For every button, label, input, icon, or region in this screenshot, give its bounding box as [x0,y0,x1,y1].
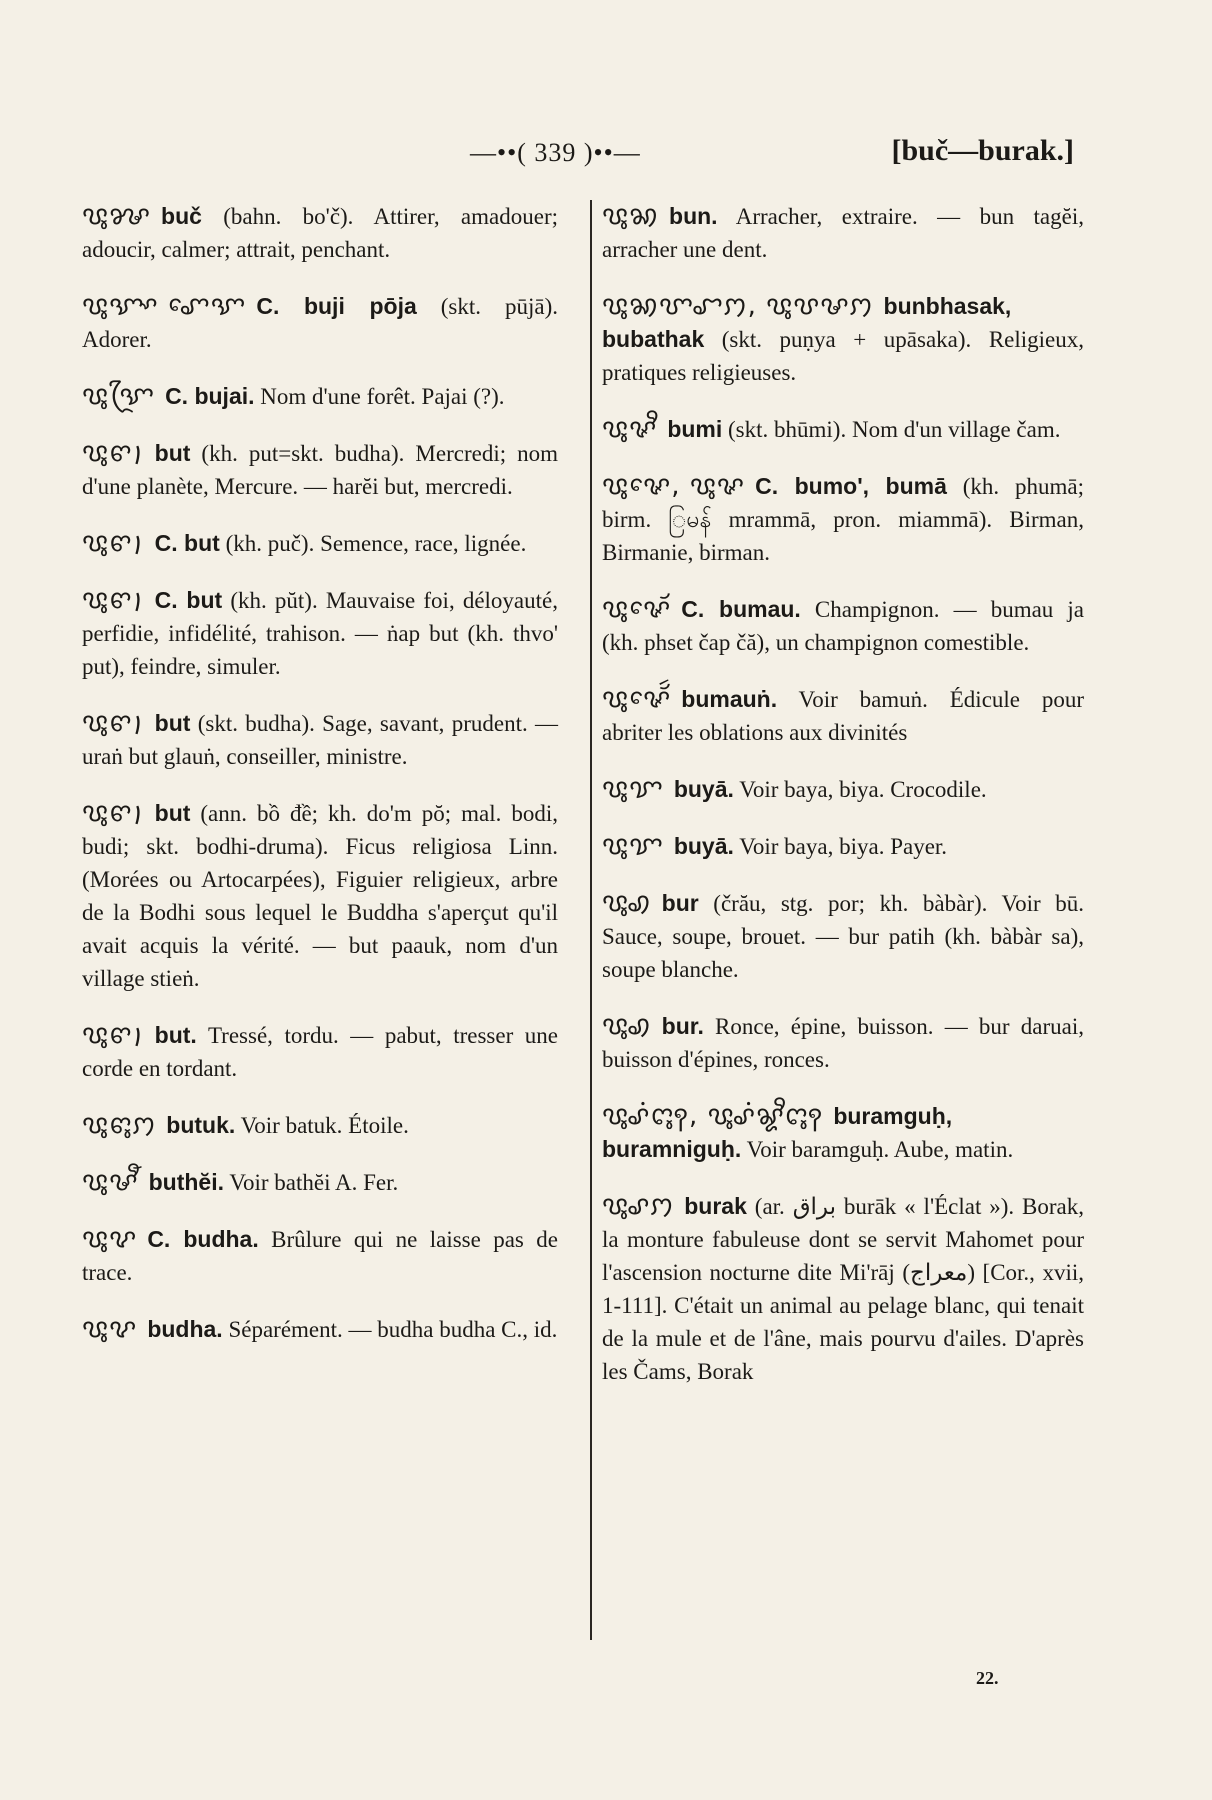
dictionary-entry [82,380,558,413]
signature-mark: 22. [976,1668,999,1688]
dictionary-entry [602,470,1084,569]
cham-script: ꨝꨶꨓ꩝ [82,585,145,615]
definition: (skt. budha). Sage, savant, prudent. — uraṅ but glauṅ, conseiller, ministre. [82,711,558,769]
cham-script: ꨝꨶꨓ꩝ [82,438,145,468]
cham-script: ꨝꨶꨖ [82,1224,138,1254]
dictionary-entry [602,773,1084,806]
dictionary-entry [82,1313,558,1346]
dictionary-entry [602,830,1084,863]
definition: Brûlure qui ne laisse pas de trace. [82,1227,558,1285]
headword: C. bujai. [165,383,255,409]
cham-script: ꨝꨶꨓ꩝ [82,798,145,828]
headword: bur [661,890,699,916]
headword: bumauṅ. [681,686,778,712]
dictionary-entry [82,584,558,683]
definition: (črău, stg. por; kh. bàbàr). Voir bū. Sauce, soupe, brouet. — bur patih (kh. bàbàr sa), soupe blanche. [602,891,1084,982]
headword: buyā. [673,776,734,802]
headword: bumi [667,416,723,442]
dictionary-entry [602,1190,1084,1388]
cham-script: ꨝꨶꩆ [602,201,660,231]
cham-script: ꨝꨶꨟꨯꨮꩃ [602,684,672,714]
definition: (kh. phumā; birm. ြမန် mrammā, pron. miammā). Birman, Birmanie, birman. [602,474,1084,565]
headword: buramguḥ, buramniguḥ. [602,1103,953,1162]
headword: bur. [661,1013,704,1039]
cham-script: ꨝꨶꨎꨴ [82,381,156,411]
cham-script: ꨝꨶꨣꩀ [602,1191,675,1221]
dictionary-entry [602,200,1084,266]
definition: Voir baya, biya. Payer. [733,834,948,859]
dictionary-entry [82,797,558,995]
dictionary-entry [602,413,1084,446]
dictionary-entry [82,707,558,773]
headword: but [154,800,191,826]
headword: C. but [154,530,220,556]
cham-script: ꨝꨶꨓ꩝ [82,528,145,558]
dictionary-entry [82,527,558,560]
headword: buyā. [673,833,734,859]
cham-script: ꨝꨶꨓ꩝ [82,1020,145,1050]
definition: (ann. bồ đề; kh. do'm pŏ; mal. bodi, budi; skt. bodhi-druma). Ficus religiosa Linn. (Morées ou Artocarpées), Figuier religieux, arbre de la Bodhi sous lequel le Buddha s'aperçut qu'il avait acquis la vérité. — but paauk, nom d'un village stieṅ. [82,801,558,991]
cham-script: ꨝꨶꨔꨬ [82,1167,139,1197]
definition: Tressé, tordu. — pabut, tresser une corde en tordant. [82,1023,558,1081]
definition: (skt. bhūmi). Nom d'un village čam. [722,417,1061,442]
headword: C. budha. [147,1226,259,1252]
dictionary-entry [82,200,558,266]
definition: Ronce, épine, buisson. — bur daruai, buisson d'épines, ronces. [602,1014,1084,1072]
cham-script: ꨝꨶꨟꨯꨮ [602,594,672,624]
headword: but [154,440,191,466]
headword: but [154,710,191,736]
cham-script: ꨝꨶꩉ [602,1011,652,1041]
dictionary-entry [82,1019,558,1085]
headword: C. but [154,587,223,613]
dictionary-entry [602,683,1084,749]
left-column [82,200,558,1370]
cham-script: ꨝꨶꩉ [602,888,652,918]
definition: (ar. براق burāk « l'Éclat »). Borak, la monture fabuleuse dont se servit Mahomet pour l'ascension nocturne dite Mi'rāj (معراج) [Cor., xvii, 1-111]. C'était un animal au pelage blanc, qui tenait de la mule et de l'âne, mais pourvu d'ailes. D'après les Čams, Borak [602,1194,1084,1384]
headword: but. [154,1022,197,1048]
definition: Voir bamuṅ. Édicule pour abriter les oblations aux divinités [602,687,1084,745]
headword: C. buji pōja [256,293,417,319]
definition: (kh. put=skt. budha). Mercredi; nom d'une planète, Mercure. — harĕi but, mercredi. [82,441,558,499]
cham-script: ꨝꨶꨓ꩝ [82,708,145,738]
definition: (bahn. bo'č). Attirer, amadouer; adoucir, calmer; attrait, penchant. [82,204,558,262]
dictionary-entry [82,1109,558,1142]
right-column [602,200,1084,1412]
headword: buč [161,203,202,229]
cham-script: ꨝꨶꨣꩌꨈꨶꩍ, ꨝꨶꨣꩌꨘꨪꨈꨶꩍ [602,1101,824,1131]
definition: Voir baya, biya. Crocodile. [733,777,987,802]
dictionary-entry [602,1010,1084,1076]
column-divider [590,200,592,1640]
definition: Voir baramguḥ. Aube, matin. [741,1137,1014,1162]
cham-script: ꨝꨶꨟꨪ [602,414,658,444]
definition: (skt. pūjā). Adorer. [82,294,558,352]
definition: Voir bathĕi A. Fer. [224,1170,399,1195]
headword: C. bumo', bumā [755,473,947,499]
definition: Séparément. — budha budha C., id. [222,1317,558,1342]
cham-script: ꨝꨶꩆꨞꨧꩀ, ꨝꨶꨝꨔꩀ [602,291,874,321]
headword: bun. [669,203,718,229]
headword: budha. [147,1316,223,1342]
dictionary-entry [82,290,558,356]
definition: (kh. puč). Semence, race, lignée. [219,531,527,556]
headword: burak [684,1193,747,1219]
cham-script: ꨝꨶꨍ [82,201,152,231]
cham-script: ꨝꨶꨎꨳ ꨚꨯꨎ [82,291,247,321]
headword: C. bumau. [681,596,801,622]
definition: Arracher, extraire. — bun tagĕi, arracher une dent. [602,204,1084,262]
definition: (kh. pŭt). Mauvaise foi, déloyauté, perfidie, infidélité, trahison. — ṅap but (kh. thvo' put), feindre, simuler. [82,588,558,679]
cham-script: ꨝꨶꨟꨯ, ꨝꨶꨟ [602,471,746,501]
dictionary-entry [602,593,1084,659]
dictionary-entry [602,887,1084,986]
headword: butuk. [166,1112,236,1138]
cham-script: ꨝꨶꨓꨶꩀ [82,1110,157,1140]
headword: buthĕi. [148,1169,224,1195]
dictionary-entry [602,1100,1084,1166]
page-number: —••( 339 )••— [470,138,641,167]
cham-script: ꨝꨶꨢ [602,774,664,804]
dictionary-entry [82,437,558,503]
headword: bunbhasak, bubathak [602,293,1012,352]
definition: Voir batuk. Étoile. [235,1113,409,1138]
definition: Champignon. — bumau ja (kh. phset čap čă), un champignon comestible. [602,597,1085,655]
dictionary-entry [82,1166,558,1199]
cham-script: ꨝꨶꨖ [82,1314,138,1344]
running-head: [buč—burak.] [891,134,1074,167]
cham-script: ꨝꨶꨢ [602,831,664,861]
dictionary-entry [82,1223,558,1289]
definition: Nom d'une forêt. Pajai (?). [254,384,505,409]
dictionary-entry [602,290,1084,389]
definition: (skt. puṇya + upāsaka). Religieux, pratiques religieuses. [602,327,1084,385]
